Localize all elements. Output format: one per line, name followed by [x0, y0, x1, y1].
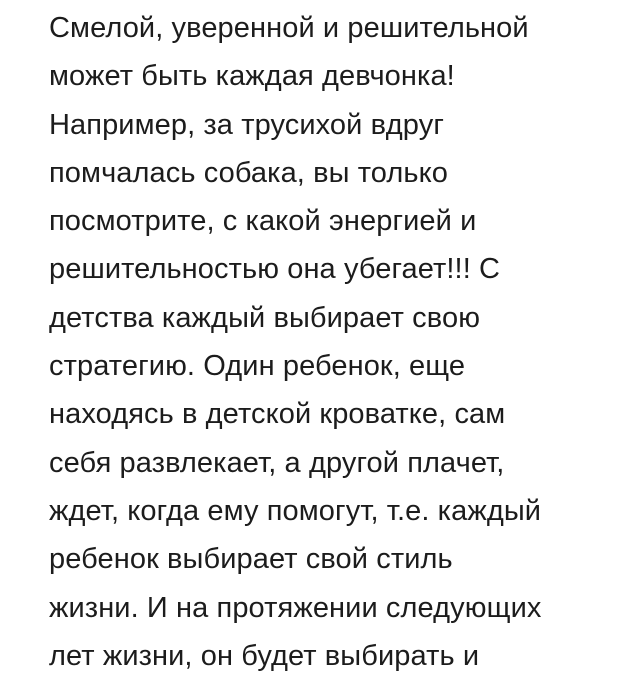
text-line: ждет, когда ему помогут, т.е. каждый	[49, 494, 542, 527]
text-line: помчалась собака, вы только	[49, 156, 448, 189]
text-line: стратегию. Один ребенок, еще	[49, 350, 466, 383]
text-line: Смелой, уверенной и решительной	[49, 12, 529, 44]
text-line: может быть каждая девчонка!	[49, 60, 455, 93]
text-line: решительностью она убегает!!! С	[49, 253, 501, 286]
text-line: находясь в детской кроватке, сам	[49, 398, 506, 431]
text-line: себя развлекает, а другой плачет,	[49, 446, 505, 479]
text-line: детства каждый выбирает свою	[49, 301, 481, 334]
text-line: ребенок выбирает свой стиль	[49, 543, 453, 576]
text-line: лет жизни, он будет выбирать и	[49, 639, 480, 672]
text-line: посмотрите, с какой энергией и	[49, 205, 477, 238]
text-paragraph	[49, 4, 639, 680]
text-line: Например, за трусихой вдруг	[49, 108, 444, 141]
text-line: жизни. И на протяжении следующих	[49, 591, 542, 624]
